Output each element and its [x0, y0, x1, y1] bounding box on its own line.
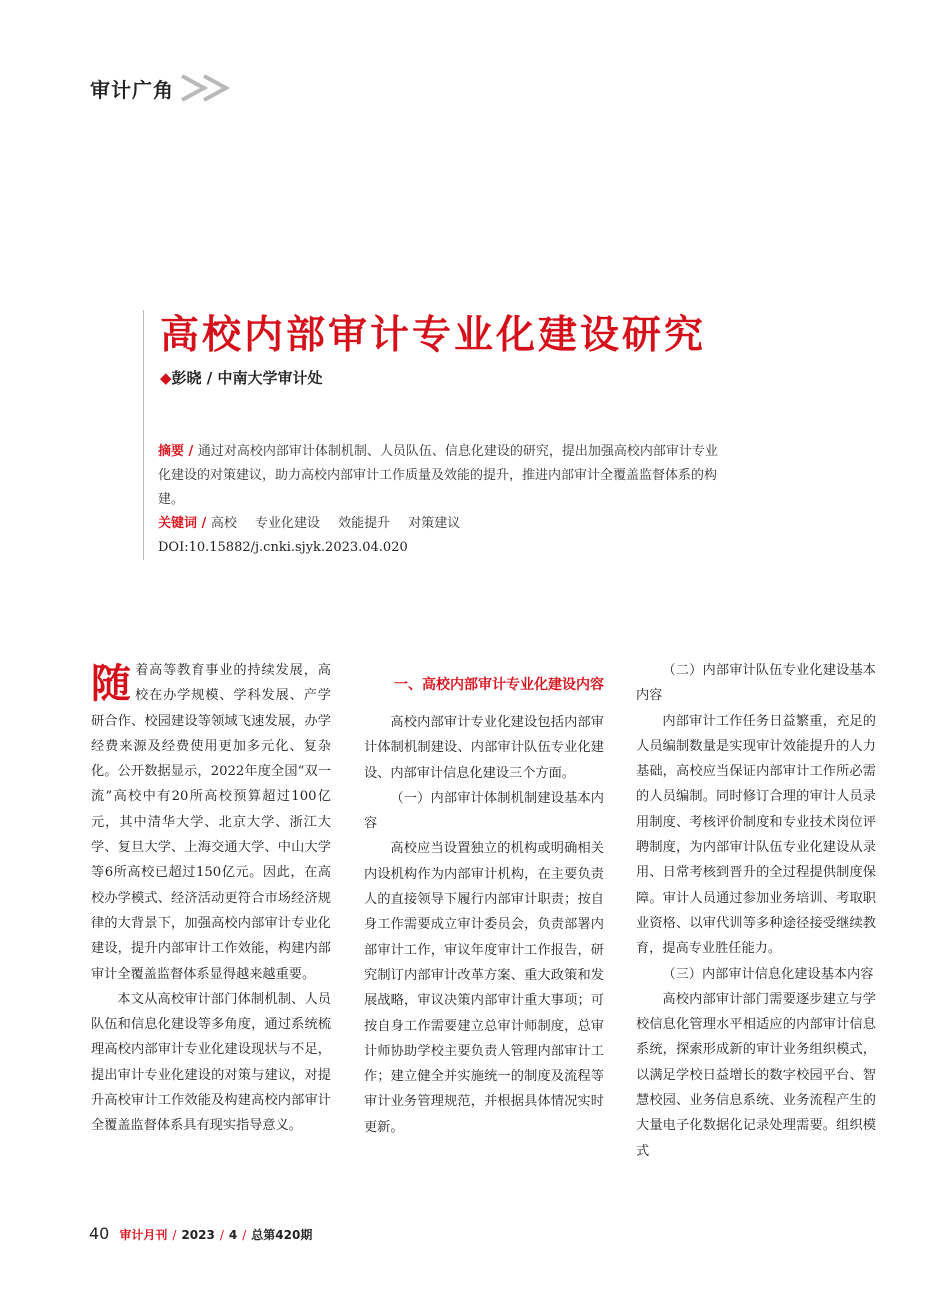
page-footer: 40 审计月刊 / 2023 / 4 / 总第420期: [89, 1224, 313, 1243]
drop-cap: 随: [91, 660, 131, 707]
journal-total-issue: 总第420期: [251, 1228, 313, 1242]
journal-year: 2023: [181, 1228, 215, 1242]
paragraph: 高校应当设置独立的机构或明确相关内设机构作为内部审计机构，在主要负责人的直接领导下履行内部审计职责；按自身工作需要成立审计委员会，负责部署内部审计工作，审议年度审计工作报告，研究制订内部审计改革方案、重大政策和发展战略，审议决策内部审计重大事项；可按自身工作需要建立总审计师制度，总审计师协助学校主要负责人管理内部审计工作；建立健全并实施统一的制度及流程等审计业务管理规范，并根据具体情况实时更新。: [364, 841, 604, 1135]
keywords-label: 关键词: [158, 516, 198, 531]
abstract: 摘要 / 通过对高校内部审计体制机制、人员队伍、信息化建设的研究，提出加强高校内部审计专业化建设的对策建议，助力高校内部审计工作质量及效能的提升，推进内部审计全覆盖监督体系的构建。: [158, 444, 718, 507]
section-tag: [90, 70, 234, 106]
double-chevron-icon: [180, 73, 234, 103]
subheading: （二）内部审计队伍专业化建设基本内容: [636, 663, 876, 704]
author-name: 彭晓: [171, 369, 202, 387]
section-label: 审计广角: [90, 77, 174, 102]
keyword: 高校: [210, 516, 237, 531]
section-heading: 一、高校内部审计专业化建设内容: [394, 677, 604, 693]
paragraph: 高校内部审计部门需要逐步建立与学校信息化管理水平相适应的内部审计信息系统，探索形成新的审计业务组织模式，以满足学校日益增长的数字校园平台、智慧校园、业务信息系统、业务流程产生的大量电子化数据化记录处理需要。组织模式: [636, 991, 876, 1159]
article-title: 高校内部审计专业化建设研究: [160, 313, 707, 358]
subheading: （一）内部审计体制机制建设基本内容: [364, 790, 604, 832]
paragraph: 内部审计工作任务日益繁重，充足的人员编制数量是实现审计效能提升的人力基础，高校应当保证内部审计工作所必需的人员编制。同时修订合理的审计人员录用制度、考核评价制度和专业技术岗位评聘制度，为内部审计队伍专业化建设从录用、日常考核到晋升的全过程提供制度保障。审计人员通过参加业务培训、考取职业资格、以审代训等多种途径接受继续教育，提高专业胜任能力。: [636, 713, 876, 957]
journal-issue: 4: [228, 1228, 238, 1242]
doi: DOI:10.15882/j.cnki.sjyk.2023.04.020: [158, 540, 408, 555]
body-column-2: [364, 658, 604, 1140]
page-number: 40: [89, 1224, 110, 1243]
abstract-block: [158, 440, 724, 560]
journal-name: 审计月刊: [119, 1228, 168, 1242]
author-affiliation: 中南大学审计处: [217, 369, 323, 387]
body-column-3: [636, 658, 876, 1164]
keyword: 专业化建设: [254, 516, 320, 531]
diamond-icon: ◆: [160, 369, 172, 387]
abstract-text: 通过对高校内部审计体制机制、人员队伍、信息化建设的研究，提出加强高校内部审计专业化建设的对策建议，助力高校内部审计工作质量及效能的提升，推进内部审计全覆盖监督体系的构建。: [158, 444, 718, 507]
subheading: （三）内部审计信息化建设基本内容: [662, 966, 874, 982]
abstract-label: 摘要: [158, 444, 185, 459]
author-line: ◆彭晓 / 中南大学审计处: [160, 369, 323, 387]
body-column-1: [91, 658, 331, 1139]
paragraph: 本文从高校审计部门体制机制、人员队伍和信息化建设等多角度，通过系统梳理高校内部审计专业化建设现状与不足，提出审计专业化建设的对策与建议，对提升高校审计工作效能及构建高校内部审计全覆盖监督体系具有现实指导意义。: [91, 991, 331, 1134]
title-rule: [143, 310, 144, 560]
keywords: 关键词 / 高校 专业化建设 效能提升 对策建议: [158, 516, 461, 531]
paragraph: 随着高等教育事业的持续发展，高校在办学规模、学科发展、产学研合作、校园建设等领域飞速发展，办学经费来源及经费使用更加多元化、复杂化。公开数据显示，2022年度全国“双一流”高校中有20所高校预算超过100亿元，其中清华大学、北京大学、浙江大学、复旦大学、上海交通大学、中山大学等6所高校已超过150亿元。因此，在高校办学模式、经济活动更符合市场经济规律的大背景下，加强高校内部审计专业化建设，提升内部审计工作效能，构建内部审计全覆盖监督体系显得越来越重要。: [91, 660, 331, 982]
keyword: 对策建议: [408, 516, 461, 531]
paragraph: 高校内部审计专业化建设包括内部审计体制机制建设、内部审计队伍专业化建设、内部审计信息化建设三个方面。: [364, 715, 604, 781]
keyword: 效能提升: [338, 516, 391, 531]
